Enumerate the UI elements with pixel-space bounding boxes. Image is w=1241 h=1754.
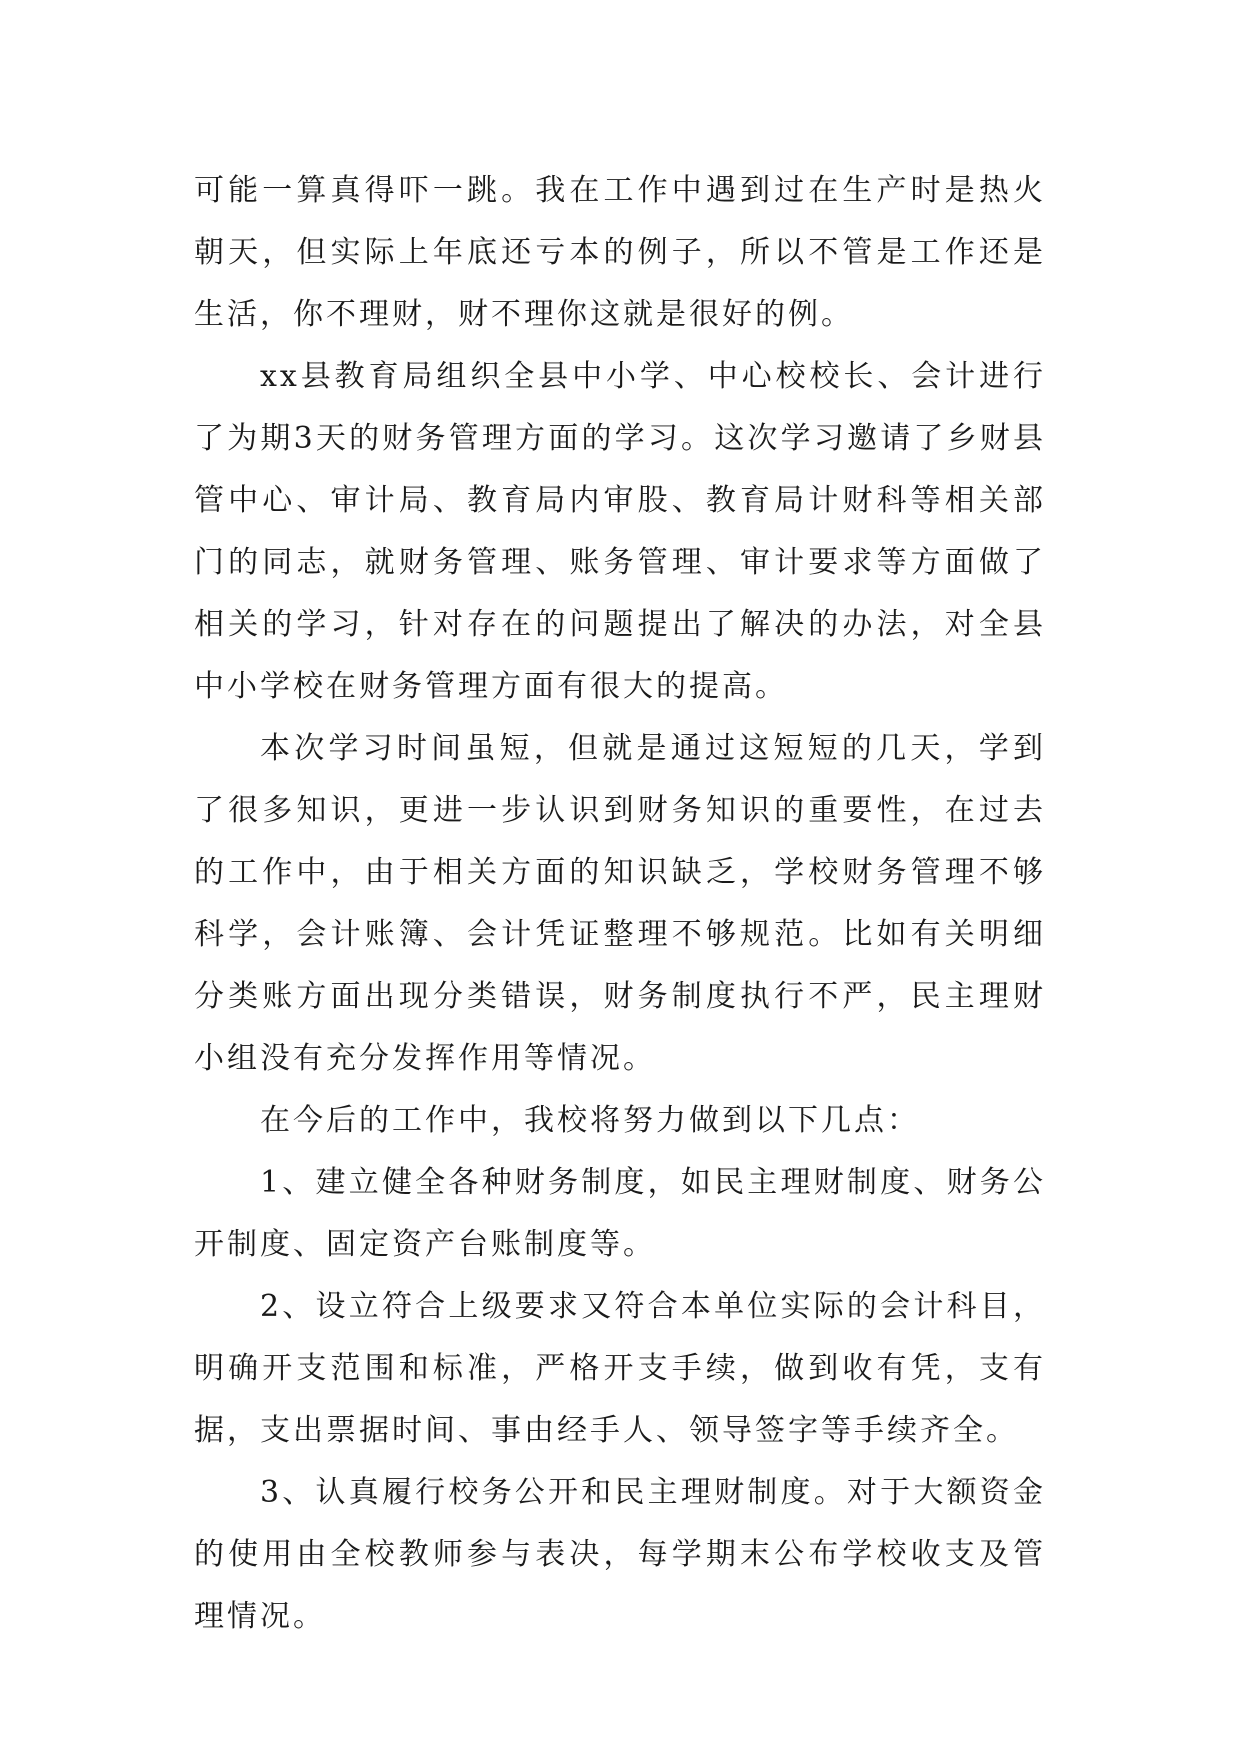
paragraph-plan-intro: 在今后的工作中，我校将努力做到以下几点：	[260, 1103, 920, 1138]
document-body	[194, 160, 1046, 1648]
paragraph-point-2: 2、设立符合上级要求又符合本单位实际的会计科目，明确开支范围和标准，严格开支手续，做到收有凭，支有据，支出票据时间、事由经手人、领导签字等手续齐全。	[194, 1289, 1046, 1448]
paragraph-point-3: 3、认真履行校务公开和民主理财制度。对于大额资金的使用由全校教师参与表决，每学期末公布学校收支及管理情况。	[194, 1475, 1046, 1634]
paragraph-training-overview: xx县教育局组织全县中小学、中心校校长、会计进行了为期3天的财务管理方面的学习。这次学习邀请了乡财县管中心、审计局、教育局内审股、教育局计财科等相关部门的同志，就财务管理、账务管理、审计要求等方面做了相关的学习，针对存在的问题提出了解决的办法，对全县中小学校在财务管理方面有很大的提高。	[194, 359, 1046, 704]
paragraph-continuation: 可能一算真得吓一跳。我在工作中遇到过在生产时是热火朝天，但实际上年底还亏本的例子，所以不管是工作还是生活，你不理财，财不理你这就是很好的例。	[194, 173, 1046, 332]
paragraph-point-1: 1、建立健全各种财务制度，如民主理财制度、财务公开制度、固定资产台账制度等。	[194, 1165, 1046, 1262]
paragraph-reflection: 本次学习时间虽短，但就是通过这短短的几天，学到了很多知识，更进一步认识到财务知识的重要性，在过去的工作中，由于相关方面的知识缺乏，学校财务管理不够科学，会计账簿、会计凭证整理不够规范。比如有关明细分类账方面出现分类错误，财务制度执行不严，民主理财小组没有充分发挥作用等情况。	[194, 731, 1046, 1076]
